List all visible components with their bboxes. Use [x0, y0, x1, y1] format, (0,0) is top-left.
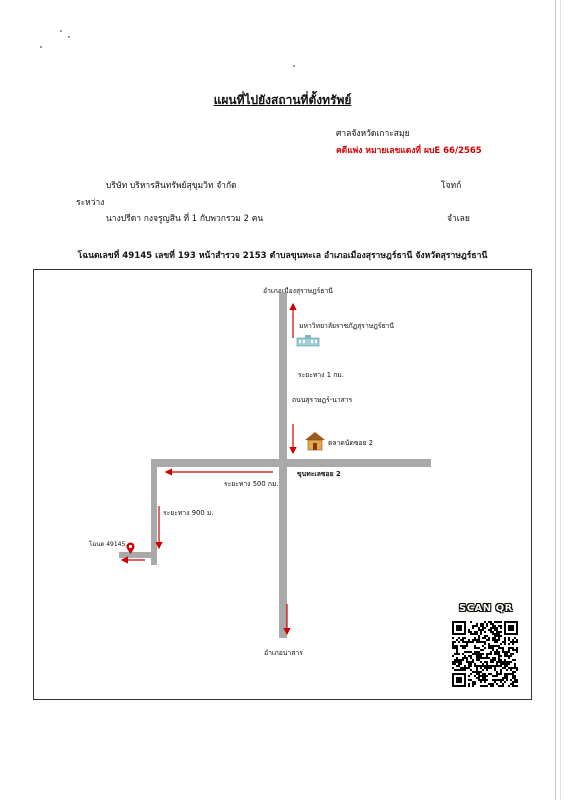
label-university: มหาวิทยาลัยราชภัฏสุราษฎร์ธานี — [299, 322, 395, 330]
between-label: ระหว่าง — [76, 198, 105, 208]
label-north-district: อำเภอเมืองสุราษฎร์ธานี — [263, 287, 333, 295]
qr-code-icon[interactable] — [452, 621, 518, 687]
plaintiff-name: บริษัท บริหารสินทรัพย์สุขุมวิท จำกัด — [106, 181, 237, 191]
market-hut-icon — [304, 430, 326, 452]
scan-speck — [68, 36, 70, 38]
label-plot: โฉนด 49145 — [89, 541, 126, 548]
plaintiff-role: โจทก์ — [441, 181, 462, 191]
page-edge-line — [560, 0, 561, 800]
label-distance-900: ระยะทาง 900 ม. — [163, 509, 214, 517]
label-distance-1km: ระยะทาง 1 กม. — [298, 371, 344, 379]
page-edge-line — [555, 0, 556, 800]
label-distance-500: ระยะทาง 500 กม. — [224, 480, 279, 488]
label-market: ตลาดนัดซอย 2 — [328, 439, 374, 447]
court-name: ศาลจังหวัดเกาะสมุย — [336, 129, 410, 139]
school-building-icon — [296, 332, 320, 344]
label-soi: ขุนทะเลซอย 2 — [297, 470, 341, 478]
plot-description: โฉนดเลขที่ 49145 เลขที่ 193 หน้าสำรวจ 2153 ตำบลขุนทะเล อำเภอเมืองสุราษฎร์ธานี จังหวัดสุราษฎร์ธานี — [77, 251, 488, 261]
location-pin-icon — [126, 539, 135, 551]
label-south-district: อำเภอนาสาร — [264, 649, 303, 657]
scan-speck — [40, 46, 42, 48]
defendant-name: นางปรีดา กงจรูญสิน ที่ 1 กับพวกรวม 2 คน — [106, 214, 264, 224]
case-number: คดีแพ่ง หมายเลขแดงที่ ผบE 66/2565 — [336, 146, 482, 156]
scan-qr-label: SCAN QR — [459, 603, 513, 614]
scan-speck — [60, 30, 62, 32]
scan-speck — [293, 65, 295, 67]
defendant-role: จำเลย — [447, 214, 470, 224]
document-title: แผนที่ไปยังสถานที่ตั้งทรัพย์ — [213, 93, 352, 107]
location-map — [33, 269, 532, 700]
label-main-road: ถนนสุราษฎร์-นาสาร — [292, 396, 353, 404]
